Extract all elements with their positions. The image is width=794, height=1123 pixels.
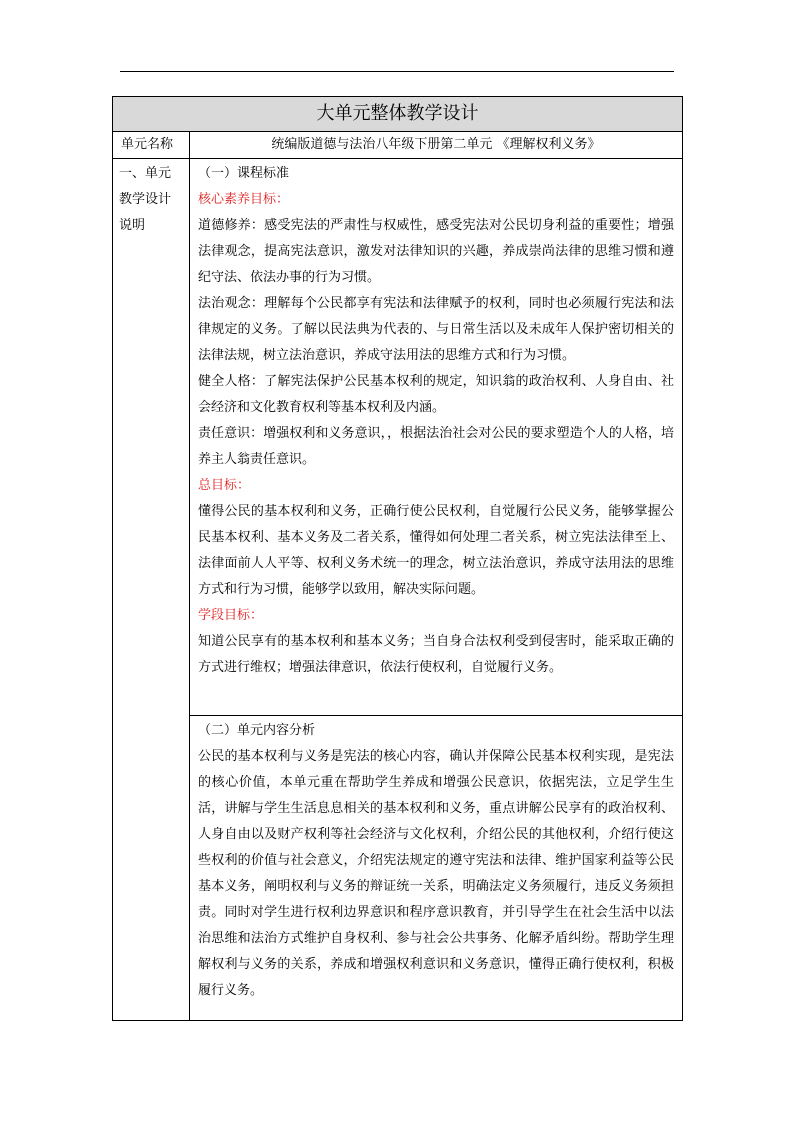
total-goal-heading: 总目标： (198, 478, 251, 493)
section-label-line: 说明 (119, 218, 146, 233)
content-analysis-text: 公民的基本权利与义务是宪法的核心内容，确认并保障公民基本权利实现，是宪法的核心价值，本单元重在帮助学生养成和增强公民意识，依据宪法，立足学生生活，讲解与学生生活息息相关的基本权利和义务，重点讲解公民享有的政治权利、人身自由以及财产权利等社会经济与文化权利，介绍公民的其他权利，介绍行使这些权利的价值与社会意义，介绍宪法规定的遵守宪法和法律、维护国家利益等公民基本义务，阐明权利与义务的辩证统一关系，明确法定义务须履行，违反义务须担责。同时对学生进行权利边界意识和程序意识教育，并引导学生在社会生活中以法治思维和法治方式维护自身权利、参与社会公共事务、化解矛盾纠纷。帮助学生理解权利与义务的关系，养成和增强权利意识和义务意识，懂得正确行使权利，积极履行义务。 (198, 749, 674, 998)
section-label (113, 159, 190, 1021)
unit-name-label: 单元名称 (113, 132, 190, 159)
content-analysis-heading: （二）单元内容分析 (198, 723, 316, 738)
lesson-design-table (112, 96, 683, 1021)
section-one-row (113, 159, 683, 716)
curriculum-standard-cell (190, 159, 683, 716)
section-label-line: 一、单元 (119, 166, 172, 181)
title-row (113, 97, 683, 132)
unit-name-value: 统编版道德与法治八年级下册第二单元 《理解权利义务》 (190, 132, 683, 159)
section-two-row (113, 716, 683, 1021)
unit-name-row (113, 132, 683, 159)
curriculum-standard-heading: （一）课程标准 (198, 166, 290, 181)
total-goal-text: 懂得公民的基本权利和义务，正确行使公民权利，自觉履行公民义务，能够掌握公民基本权利、基本义务及二者关系，懂得如何处理二者关系，树立宪法法律至上、法律面前人人平等、权利义务术统一的理念，树立法治意识，养成守法用法的思维方式和行为习惯，能够学以致用，解决实际问题。 (198, 504, 674, 597)
core-literacy-heading: 核心素养目标： (198, 192, 290, 207)
stage-goal-text: 知道公民享有的基本权利和基本义务；当自身合法权利受到侵害时，能采取正确的方式进行维权；增强法律意识，依法行使权利，自觉履行义务。 (198, 634, 674, 675)
table-title: 大单元整体教学设计 (113, 97, 683, 132)
rule-of-law-paragraph: 法治观念：理解每个公民都享有宪法和法律赋予的权利，同时也必须履行宪法和法律规定的义务。了解以民法典为代表的、与日常生活以及未成年人保护密切相关的法律法规，树立法治意识，养成守法用法的思维方式和行为习惯。 (198, 296, 674, 363)
header-rule (120, 71, 674, 72)
sound-personality-paragraph: 健全人格：了解宪法保护公民基本权利的规定，知识翁的政治权利、人身自由、社会经济和文化教育权利等基本权利及内涵。 (198, 374, 674, 415)
content-analysis-cell (190, 716, 683, 1021)
responsibility-paragraph: 责任意识：增强权利和义务意识，，根据法治社会对公民的要求塑造个人的人格，培养主人翁责任意识。 (198, 426, 674, 467)
moral-cultivation-paragraph: 道德修养：感受宪法的严肃性与权威性，感受宪法对公民切身利益的重要性；增强法律观念，提高宪法意识，激发对法律知识的兴趣，养成崇尚法律的思维习惯和遵纪守法、依法办事的行为习惯。 (198, 218, 674, 285)
section-label-line: 教学设计 (119, 192, 172, 207)
stage-goal-heading: 学段目标： (198, 608, 264, 623)
